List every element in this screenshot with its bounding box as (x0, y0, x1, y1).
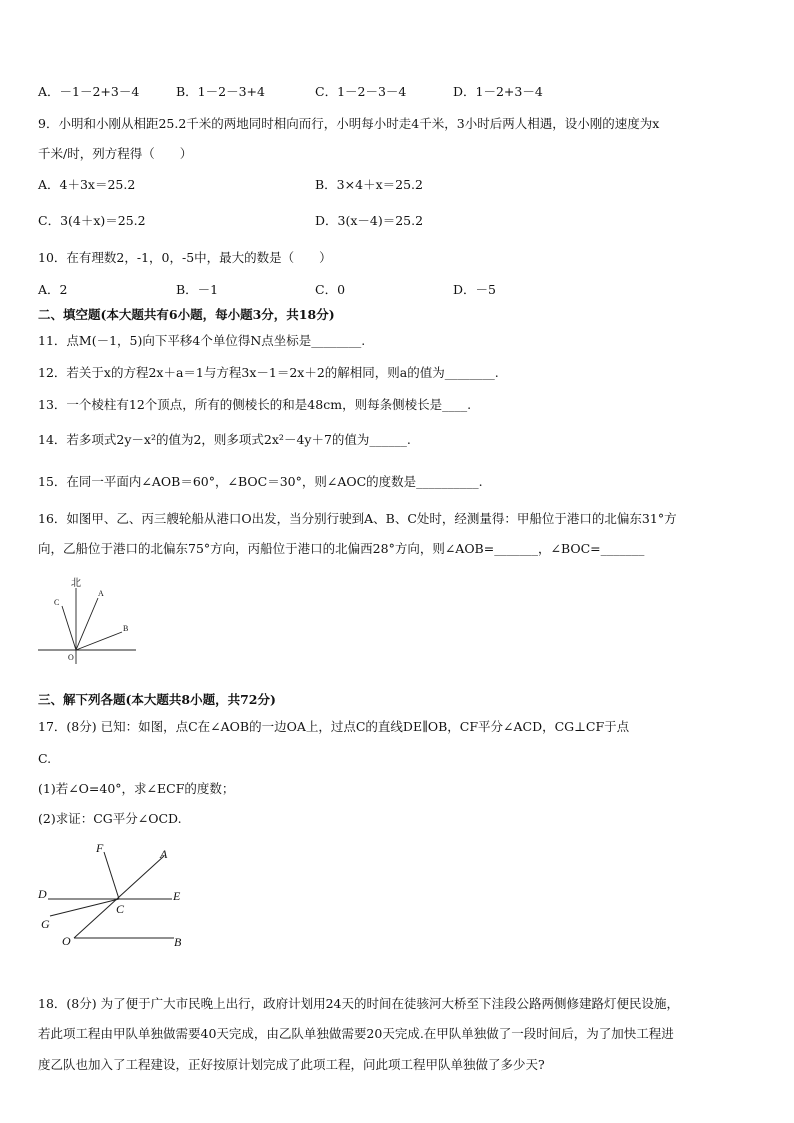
q14-text: 14．若多项式2y－x²的值为2，则多项式2x²－4y＋7的值为______. (38, 432, 411, 447)
q18-line2: 若此项工程由甲队单独做需要40天完成，由乙队单独做需要20天完成.在甲队单独做了一段时间后，为了加快工程进 (38, 1026, 674, 1041)
q17-part1: (1)若∠O=40°，求∠ECF的度数； (38, 781, 235, 796)
q17-part2: (2)求证：CG平分∠OCD. (38, 811, 182, 826)
q16-figure (36, 574, 140, 666)
q16-label-a: A (98, 589, 104, 598)
q17-label-f: F (96, 841, 104, 855)
q9-option-d: D．3(x－4)＝25.2 (315, 213, 424, 228)
q17-ray-cg (50, 899, 119, 916)
q10-stem: 10．在有理数2，-1，0，-5中，最大的数是（ ） (38, 250, 332, 265)
q17-label-c: C (116, 902, 125, 916)
q17-label-o: O (62, 934, 71, 948)
q18-line3: 度乙队也加入了工程建设，正好按原计划完成了此项工程，问此项工程甲队单独做了多少天? (38, 1057, 545, 1072)
q17-label-a: A (160, 847, 168, 861)
q15-text: 15．在同一平面内∠AOB＝60°，∠BOC＝30°，则∠AOC的度数是__________. (38, 474, 483, 489)
q12-text: 12．若关于x的方程2x＋a＝1与方程3x－1＝2x＋2的解相同，则a的值为________. (38, 365, 499, 380)
q17-line2: C. (38, 751, 52, 766)
q10-option-b: B．－1 (176, 282, 219, 297)
q17-ray-cf (104, 852, 119, 899)
q17-label-d: D (38, 887, 47, 901)
q16-line2: 向，乙船位于港口的北偏东75°方向，丙船位于港口的北偏西28°方向，则∠AOB=_______，∠BOC=_______ (38, 541, 645, 556)
q9-option-c: C．3(4＋x)＝25.2 (38, 213, 146, 228)
q8-option-b: B．1－2－3+4 (176, 84, 265, 99)
q10-option-a: A．2 (38, 282, 68, 297)
q17-line1: 17．(8分) 已知：如图，点C在∠AOB的一边OA上，过点C的直线DE∥OB，CF平分∠ACD，CG⊥CF于点 (38, 719, 630, 734)
q8-option-d: D．1－2+3－4 (453, 84, 543, 99)
q9-stem-line2: 千米/时，列方程得（ ） (38, 146, 193, 161)
q17-label-b: B (174, 935, 182, 949)
section2-title: 二、填空题(本大题共有6小题，每小题3分，共18分) (38, 307, 335, 322)
q17-ray-oa (74, 856, 164, 938)
q9-option-a: A．4＋3x＝25.2 (38, 177, 136, 192)
q17-figure (34, 838, 194, 950)
q17-label-e: E (173, 889, 181, 903)
q18-line1: 18．(8分) 为了便于广大市民晚上出行，政府计划用24天的时间在徒骇河大桥至下洼段公路两侧修建路灯便民设施， (38, 996, 679, 1011)
q9-option-b: B．3×4＋x＝25.2 (315, 177, 423, 192)
q16-label-c: C (54, 598, 60, 607)
q13-text: 13．一个棱柱有12个顶点，所有的侧棱长的和是48cm，则每条侧棱长是____. (38, 397, 472, 412)
q17-label-g: G (41, 917, 50, 931)
q8-option-a: A．－1－2+3－4 (38, 84, 140, 99)
q16-label-north: 北 (71, 578, 81, 589)
q16-ray-oc (62, 606, 76, 650)
q8-option-c: C．1－2－3－4 (315, 84, 407, 99)
q10-option-d: D．－5 (453, 282, 496, 297)
q9-stem-line1: 9．小明和小刚从相距25.2千米的两地同时相向而行，小明每小时走4千米，3小时后两人相遇，设小刚的速度为x (38, 116, 660, 131)
section3-title: 三、解下列各题(本大题共8小题，共72分) (38, 692, 276, 707)
q16-line1: 16．如图甲、乙、丙三艘轮船从港口O出发，当分别行驶到A、B、C处时，经测量得：甲船位于港口的北偏东31°方 (38, 511, 677, 526)
q11-text: 11．点M(－1，5)向下平移4个单位得N点坐标是________. (38, 333, 366, 348)
q16-label-o: O (68, 653, 74, 662)
q10-option-c: C．0 (315, 282, 346, 297)
q16-label-b: B (123, 624, 129, 633)
